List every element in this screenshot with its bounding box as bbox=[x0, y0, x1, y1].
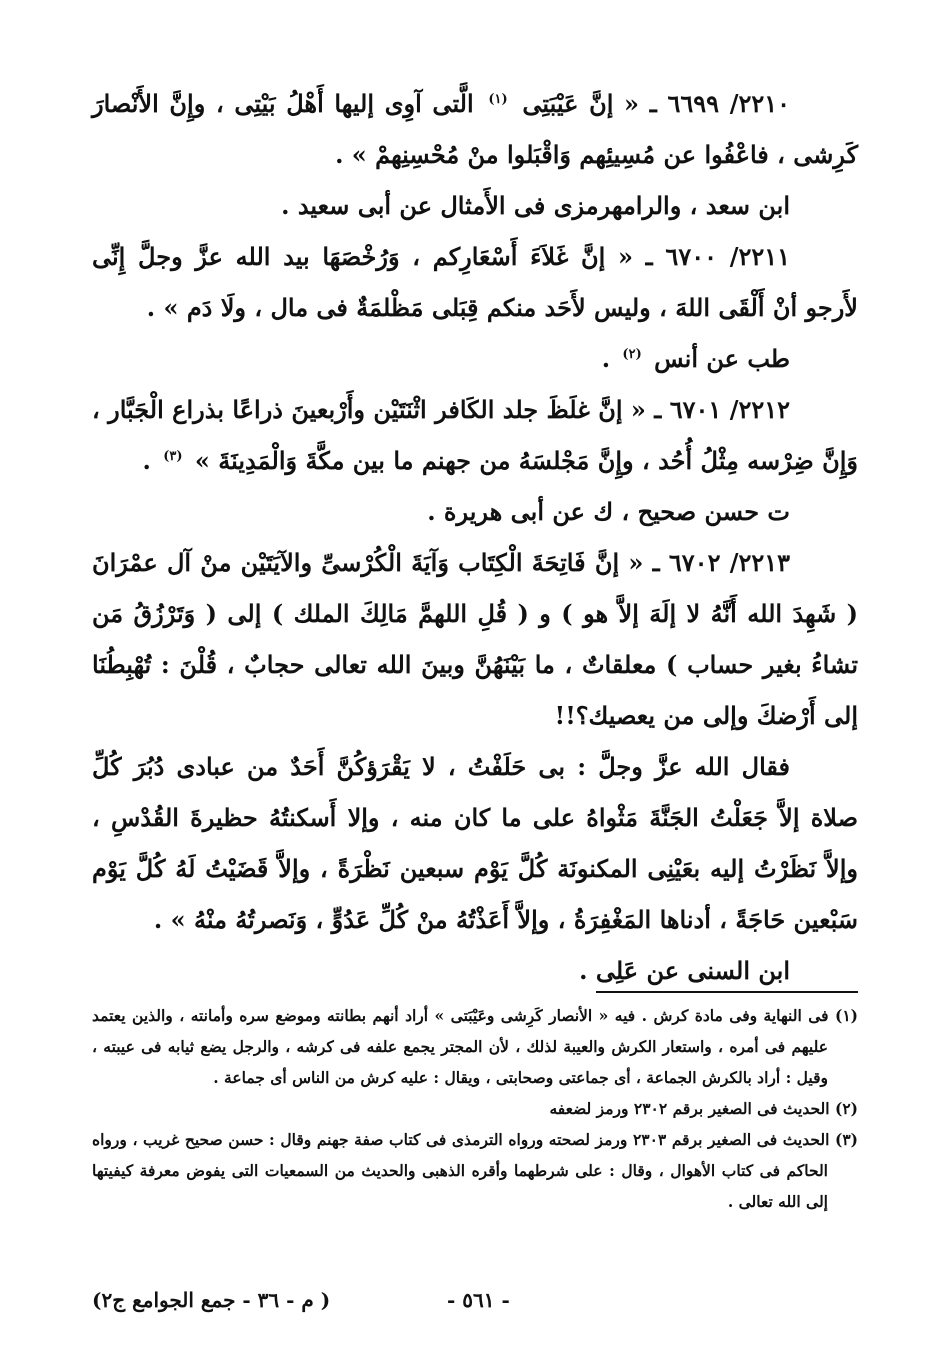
footnote-separator bbox=[596, 991, 858, 993]
hadith-source-end: . bbox=[601, 344, 611, 373]
footnote-2: (٢) الحديث فى الصغير برقم ٢٣٠٢ ورمز لضعفه bbox=[549, 1099, 858, 1118]
hadith-number: ٢٢١٠/ ٦٦٩٩ ـ bbox=[649, 89, 791, 118]
hadith-source: ت حسن صحيح ، ك عن أبى هريرة . bbox=[427, 497, 790, 526]
hadith-text: « إنَّ عَيْبَتِى bbox=[522, 89, 640, 118]
footnote-1: (١) فى النهاية وفى مادة كرش . فيه « الأنصار كَرِشى وعَيْبَتى » أراد أنهم بطانته وموضع سره وأمانته ، والذين يعتمد عليهم فى أمره ، واستعار الكرش والعيبة لذلك ، لأن المجتر يجمع علفه فى كرشه ، والرجل يضع ثيابه فى عيبته ، وقيل : أراد بالكرش الجماعة ، أى جماعتى وصحابتى ، ويقال : عليه كرش من الناس أى جماعة . bbox=[92, 1006, 858, 1087]
hadith-entry-2210 bbox=[92, 78, 858, 180]
hadith-entry-2213 bbox=[92, 537, 858, 741]
main-text bbox=[92, 78, 858, 996]
hadith-text: « إنَّ غَلاَءَ أَسْعَارِكم ، وَرُخْصَهَا بيد الله عزَّ وجلَّ إِنِّى لأَرجو أنْ أَلْقَى اللهَ ، وليس لأَحَد منكم قِبَلى مَظْلمَةٌ فى مال ، ولَا دَم » . bbox=[92, 242, 858, 322]
page-footer bbox=[92, 1280, 858, 1320]
footnote-marker: (١) bbox=[488, 92, 508, 107]
page-number: - ٥٦١ - bbox=[447, 1288, 510, 1312]
hadith-entry-2211 bbox=[92, 231, 858, 333]
hadith-source-text: طب عن أنس bbox=[654, 344, 790, 373]
hadith-source: ابن السنى عن عَلِى . bbox=[579, 956, 790, 985]
hadith-number: ٢٢١٢/ ٦٧٠١ ـ bbox=[654, 395, 791, 424]
signature-mark: ( م - ٣٦ - جمع الجوامع ج٢) bbox=[92, 1288, 331, 1312]
footnote-3: (٣) الحديث فى الصغير برقم ٢٣٠٣ ورمز لصحته ورواه الترمذى فى كتاب صفة جهنم وقال : حسن صحيح غريب ، ورواه الحاكم فى كتاب الأهوال ، وقال : على شرطهما وأقره الذهبى والحديث من السمعيات التى يفوض معرفة كيفيتها إلى الله تعالى . bbox=[92, 1130, 858, 1211]
hadith-text-continued: الَّتى آوِى إليها أَهْلُ بَيْتِى ، وإِنَّ الأَنْصارَ كَرِشى ، فاعْفُوا عن مُسِيئِهم وَاقْبَلوا منْ مُحْسِنِهمْ » . bbox=[92, 89, 858, 169]
hadith-text: « إنَّ غلَظَ جلد الكَافر اثْنَتَيْن وأَرْبعينَ ذراعًا بذراع الْجَبَّار ، وَإِنَّ ضِرْسه مِثْلُ أُحُد ، وإِنَّ مَجْلسَهُ من جهنم ما بين مكَّةَ وَالْمَدِينَةَ » bbox=[92, 395, 858, 475]
footnote-marker: (٣) bbox=[163, 449, 183, 464]
hadith-entry-2212 bbox=[92, 384, 858, 486]
hadith-continuation: فقال الله عزَّ وجلَّ : بى حَلَفْتُ ، لا يَقْرَؤكُنَّ أَحَدٌ من عبادى دُبُرَ كُلِّ صلاة إلاَّ جَعَلْتُ الجَنَّةَ مَثْواهُ على ما كان منه ، وإلا أَسكنتُهُ حظيرةَ القُدْسِ ، وإلاَّ نَظَرْتُ إليه بعَيْنِى المكنونَة كُلَّ يَوْم سبعين نَظْرَةً ، وإلاَّ قَضَيْتُ لَهُ كُلَّ يَوْم سَبْعين حَاجَةً ، أدناها المَغْفِرَةُ ، وإلاَّ أَعَذْتُهُ منْ كُلِّ عَدُوٍّ ، وَنَصرتُهُ منْهُ » . bbox=[92, 752, 858, 934]
footnote-marker: (٢) bbox=[622, 347, 642, 362]
hadith-text-continued: . bbox=[142, 446, 151, 475]
hadith-number: ٢٢١٣/ ٦٧٠٢ ـ bbox=[652, 548, 791, 577]
hadith-source bbox=[92, 333, 858, 384]
hadith-number: ٢٢١١/ ٦٧٠٠ ـ bbox=[645, 242, 791, 271]
footnotes bbox=[92, 1000, 858, 1217]
hadith-source: ابن سعد ، والرامهرمزى فى الأَمثال عن أبى سعيد . bbox=[281, 191, 790, 220]
hadith-text: « إنَّ فَاتِحَةَ الْكِتَاب وَآيَةَ الْكُرْسىِّ والآيَتَيْن منْ آل عمْرَانَ ( شَهِدَ الله أَنَّهُ لا إلَهَ إلاَّ هو ) و ( قُلِ اللهمَّ مَالِكَ الملك ) إلى ( وَتَرْزُقُ مَن تشاءُ بغير حساب ) معلقاتٌ ، ما بَيْنَهُنَّ وبينَ الله تعالى حجابٌ ، قُلْنَ : تُهْبِطُنَا إلى أَرْضكَ وإلى من يعصيك؟!! bbox=[92, 548, 858, 730]
